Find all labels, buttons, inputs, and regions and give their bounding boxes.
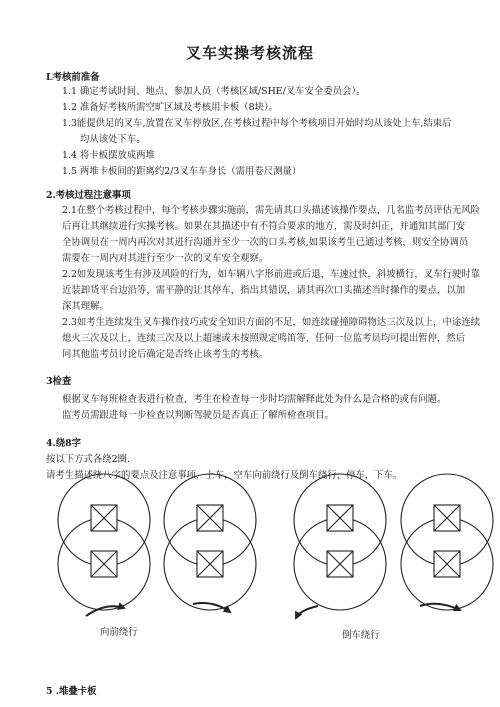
list-item: 1.3能提供足的叉车,放置在叉车停放区,在考核过程中每个考核项目开始时均从该处上车,结束后 (62, 118, 452, 129)
caption-reverse: 倒车绕行 (342, 630, 380, 641)
paragraph-line: 请考生描述绕八字的要点及注意事项，上车，空车向前绕行及倒车绕行，停车，下车。 (46, 470, 403, 481)
paragraph-line: 2.3如考生连续发生叉车操作技巧或安全知识方面的不足，如连续碰撞障碍物达三次及以上，中途连续 (62, 317, 481, 328)
section-3-heading: 3检查 (46, 376, 72, 387)
pallet-box (197, 505, 223, 531)
paragraph-line: 2.1在整个考核过程中，每个考核步骤实施前，需先请其口头描述该操作要点，几名监考员评估无风险 (62, 205, 481, 216)
paragraph-line: 深其理解。 (62, 301, 109, 312)
section-2-heading: 2.考核过程注意事项 (46, 190, 131, 201)
paragraph-line: 熄火三次及以上，连续三次及以上超速或未按照规定鸣笛等，任何一位监考员均可提出暂停，然后 (62, 333, 466, 344)
paragraph-line: 后再让其继续进行实操考核。如果在其描述中有不符合要求的地方，需及时纠正，并通知其部门安 (62, 221, 466, 232)
list-item: 均从该处下车。 (80, 134, 146, 145)
pallet-box (91, 505, 117, 531)
section-4-heading: 4.绕8字 (46, 438, 82, 449)
paragraph-line: 需要在一周内对其进行至少一次的叉车安全观察。 (62, 253, 269, 264)
paragraph-line: 2.2如发现该考生有涉及风险的行为，如车辆八字形前进或后退，车速过快，斜坡横行，叉车行驶时靠 (62, 269, 481, 280)
list-item: 1.5 两堆卡板间的距离约2/3叉车车身长（需用卷尺测量） (62, 166, 302, 177)
reverse-arrow-icon (296, 606, 318, 618)
page-title: 叉车实操考核流程 (185, 44, 314, 62)
list-item: 1.4 将卡板摆放成两堆 (62, 150, 155, 161)
paragraph-line: 根据叉车每班检查表进行检查，考生在检查每一步时均需解释此处为什么是合格的或有问题。 (62, 394, 447, 405)
pallet-box (327, 551, 353, 577)
section-1-heading: L考核前准备 (46, 72, 100, 83)
pallet-box (434, 505, 460, 531)
caption-forward: 向前绕行 (100, 627, 138, 638)
list-item: 1.2 准备好考核所需空旷区域及考核用卡板（8块）。 (62, 102, 279, 113)
pallet-box (434, 551, 460, 577)
paragraph-line: 近装卸货平台边沿等，需平静的让其停车，指出其错误，请其再次口头描述当时操作的要点，以加 (62, 285, 466, 296)
list-item: 1.1 确定考试时间、地点、参加人员（考核区域/SHE/叉车安全委员会）。 (62, 86, 366, 97)
paragraph-line: 监考员需跟进每一步检查以判断驾驶员是否真正了解所检查项目。 (62, 410, 334, 421)
paragraph-line: 全协调员在一周内再次对其进行沟通并至少一次的口头考核,如果该考生已通过考核，则安全协调员 (62, 237, 469, 248)
paragraph-line: 按以下方式各绕2圈. (46, 454, 130, 465)
forward-arrow-icon (193, 603, 230, 612)
pallet-box (91, 551, 117, 577)
paragraph-line: 同其他监考员讨论后确定是否终止该考生的考核。 (62, 349, 269, 360)
section-5-heading: 5 .堆叠卡板 (46, 686, 97, 697)
pallet-box (327, 505, 353, 531)
pallet-box (197, 551, 223, 577)
